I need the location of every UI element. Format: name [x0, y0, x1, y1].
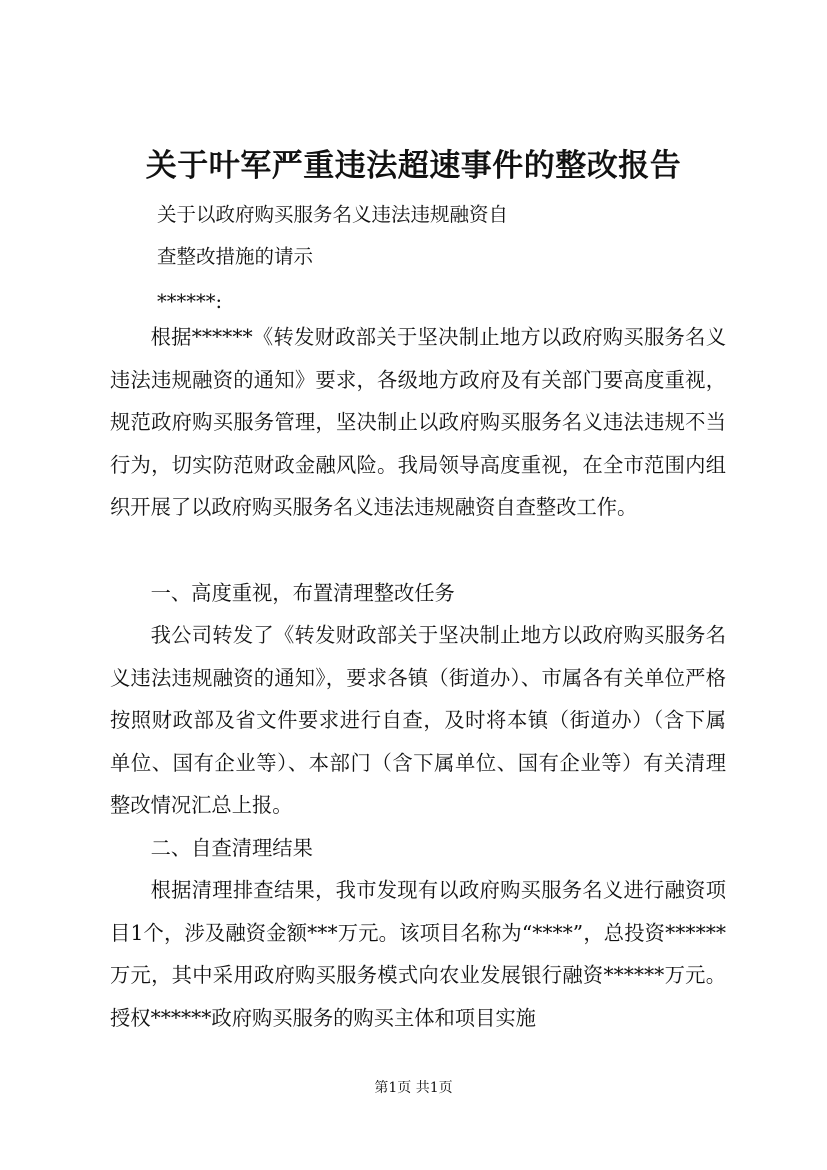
paragraph-section-1: 我公司转发了《转发财政部关于坚决制止地方以政府购买服务名义违法违规融资的通知》，要求各镇（街道办）、市属各有关单位严格按照财政部及省文件要求进行自查，及时将本镇（街道办）（含下属单位、国有企业等）、本部门（含下属单位、国有企业等）有关清理整改情况汇总上报。	[110, 623, 726, 818]
section-heading-1: 一、高度重视，布置清理整改任务	[150, 581, 455, 605]
subtitle-line-2: 查整改措施的请示	[157, 245, 314, 268]
paragraph-section-2: 根据清理排查结果，我市发现有以政府购买服务名义进行融资项目1个，涉及融资金额***万元。该项目名称为“****”，总投资******万元，其中采用政府购买服务模式向农业发展银行融资******万元。授权******政府购买服务的购买主体和项目实施	[110, 878, 726, 1030]
page-footer: 第1页 共1页	[374, 1080, 453, 1096]
section-heading-2: 二、自查清理结果	[150, 836, 313, 860]
document-title: 关于叶军严重违法超速事件的整改报告	[145, 148, 682, 184]
subtitle-line-1: 关于以政府购买服务名义违法违规融资自	[157, 203, 509, 226]
paragraph-intro: 根据******《转发财政部关于坚决制止地方以政府购买服务名义违法违规融资的通知》要求，各级地方政府及有关部门要高度重视，规范政府购买服务管理，坚决制止以政府购买服务名义违法违规不当行为，切实防范财政金融风险。我局领导高度重视，在全市范围内组织开展了以政府购买服务名义违法违规融资自查整改工作。	[110, 325, 726, 520]
salutation: ******:	[157, 290, 223, 313]
